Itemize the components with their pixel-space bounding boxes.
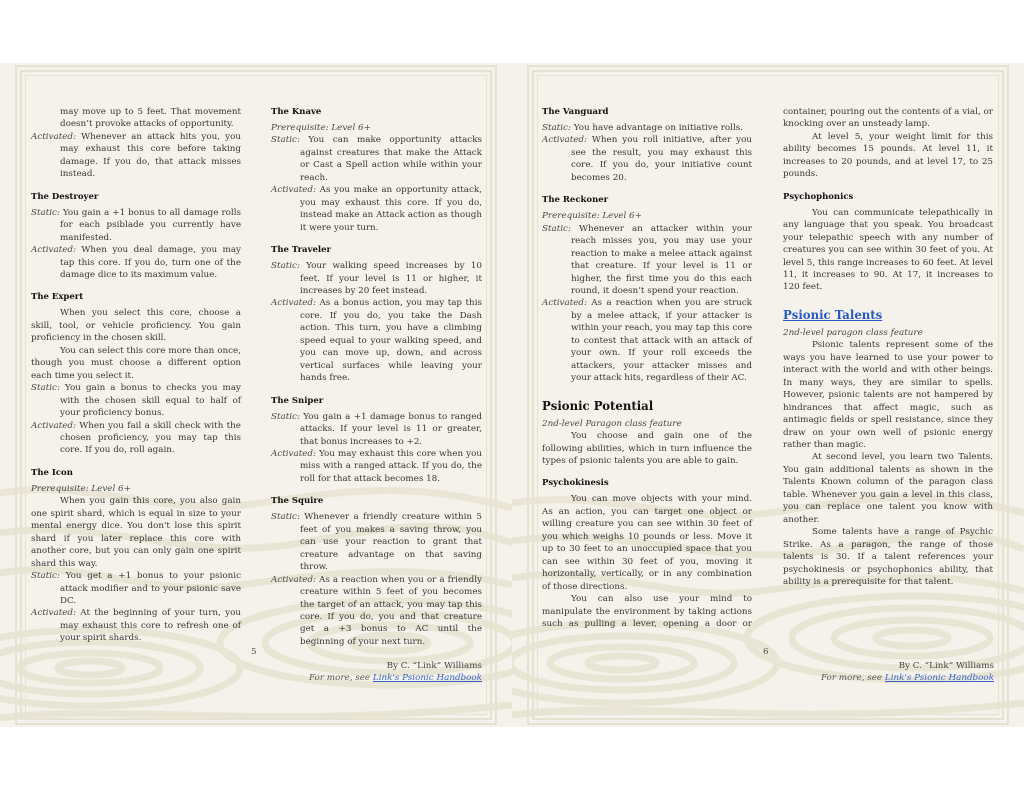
static-label: Static:: [31, 571, 60, 582]
static-label: Static:: [271, 512, 300, 523]
body-paragraph: When you gain this core, you also gain one spirit shard, which is equal in size to your mental energy dice. You don't lose this spirit shard if you later replace this core with another core, but you can only gain one spirit shard this way.: [31, 496, 241, 569]
activated-text: As you make an opportunity attack, you may exhaust this core. If you do, instead make an Attack action as though it were your turn.: [300, 185, 482, 233]
page-footer: [309, 660, 482, 684]
page-6-column-1: [542, 106, 752, 630]
activated-text: As a bonus action, you may tap this core. If you do, you take the Dash action. This turn, you have a climbing speed equal to your walking speed, and you can move up, down, and across vertical surfaces while leaving your hands free.: [300, 298, 482, 384]
section-the-expert: [31, 291, 241, 456]
section-the-vanguard: [542, 106, 752, 184]
static-label: Static:: [542, 223, 571, 234]
static-text: You gain a bonus to checks you may with the chosen skill equal to half of your proficiency bonus.: [60, 383, 241, 419]
heading-psychophonics: Psychophonics: [783, 191, 854, 202]
activated-text: You may exhaust this core when you miss with a ranged attack. If you do, the roll for that attack becomes 18.: [300, 448, 482, 484]
activated-entry: [542, 297, 752, 384]
page-footer: [821, 660, 994, 684]
activated-label: Activated:: [31, 245, 76, 256]
page-6-column-2: [783, 106, 993, 588]
activated-text: As a reaction when you are struck by a melee attack, if your attacker is within your reach, you may tap this core to contest that attack with an attack of your own. If your roll exceeds the attackers, your attacker misses and your attack hits, regardless of their AC.: [571, 298, 752, 384]
carryover-text: may move up to 5 feet. That movement doesn’t provoke attacks of opportunity.: [60, 107, 241, 130]
activated-entry: [271, 448, 482, 485]
section-the-traveler: [271, 244, 482, 385]
activated-entry: [271, 184, 482, 234]
page-number: 6: [763, 647, 769, 657]
static-text: You can make opportunity attacks against creatures that make the Attack or Cast a Spell action while within your reach.: [300, 135, 482, 183]
activated-entry: [31, 131, 241, 181]
body-paragraph: You can communicate telepathically in any language that you speak. You broadcast your telepathic speech with any number of creatures you can see within 30 feet of you. At level 5, this range increases to 60 feet. At level 11, it increases to 90. At 17, it increases to 120 feet.: [783, 207, 993, 293]
body-paragraph: When you select this core, choose a skill, tool, or vehicle proficiency. You gain proficiency in the chosen skill.: [31, 308, 241, 344]
heading-psionic-potential: Psionic Potential: [542, 398, 654, 413]
feature-subtitle: 2nd-level paragon class feature: [783, 327, 923, 338]
activated-label: Activated:: [31, 608, 76, 619]
section-the-squire: [271, 495, 482, 648]
static-entry: [542, 122, 752, 134]
heading-the-reckoner: The Reckoner: [542, 195, 609, 206]
static-label: Static:: [271, 261, 300, 272]
activated-label: Activated:: [271, 298, 316, 309]
section-the-destroyer: [31, 191, 241, 282]
section-psionic-potential: [542, 398, 752, 468]
activated-label: Activated:: [271, 574, 316, 585]
prerequisite: Prerequisite: Level 6+: [31, 483, 131, 494]
section-psychophonics: [783, 191, 993, 294]
static-text: Whenever a friendly creature within 5 feet of you makes a saving throw, you can use your reaction to grant that creature advantage on that saving throw.: [300, 512, 482, 573]
static-text: You have advantage on initiative rolls.: [573, 123, 744, 133]
activated-text: When you roll initiative, after you see the result, you may exhaust this core. If you do, your initiative count becomes 20.: [571, 135, 752, 183]
heading-the-destroyer: The Destroyer: [31, 191, 99, 202]
static-entry: [31, 570, 241, 607]
page-6: [512, 63, 1024, 727]
more-info-line: [309, 672, 482, 684]
activated-entry: [31, 607, 241, 644]
section-psychokinesis: [542, 477, 752, 630]
activated-label: Activated:: [271, 448, 316, 459]
activated-label: Activated:: [542, 298, 587, 309]
activated-text: When you fail a skill check with the chosen proficiency, you may tap this core. If you do, roll again.: [60, 420, 241, 456]
activated-entry: [31, 420, 241, 457]
page-5: [0, 63, 512, 727]
page-5-column-1: [31, 106, 241, 645]
page-number: 5: [251, 647, 257, 657]
static-entry: [271, 511, 482, 573]
more-info-line: [821, 672, 994, 684]
static-entry: [542, 223, 752, 298]
handbook-link[interactable]: Link's Psionic Handbook: [372, 673, 482, 683]
heading-the-vanguard: The Vanguard: [542, 107, 609, 117]
carryover-text: container, pouring out the contents of a vial, or knocking over an unsteady lamp.: [783, 107, 993, 130]
body-paragraph: You can select this core more than once, though you must choose a different option each time you select it.: [31, 345, 241, 381]
static-text: Your walking speed increases by 10 feet. If your level is 11 or higher, it increases by 20 feet instead.: [300, 261, 482, 296]
static-text: You gain a +1 damage bonus to ranged attacks. If your level is 11 or greater, that bonus increases to +2.: [300, 411, 482, 447]
heading-the-squire: The Squire: [271, 496, 324, 507]
section-carryover: [31, 106, 241, 181]
static-label: Static:: [271, 135, 300, 146]
heading-the-expert: The Expert: [31, 292, 84, 303]
activated-text: At the beginning of your turn, you may exhaust this core to refresh one of your spirit shards.: [60, 608, 241, 644]
static-text: Whenever an attacker within your reach misses you, you may use your reaction to make a melee attack against that creature. If your level is 11 or higher, the first time you do this each round, it doesn’t spend your reaction.: [571, 223, 752, 296]
static-entry: [31, 207, 241, 244]
body-paragraph: Some talents have a range of Psychic Strike. As a paragon, the range of those talents is 30. If a talent references your psychokinesis or psychophonics ability, that ability is a prerequisite for that talent.: [783, 527, 993, 587]
activated-text: When you deal damage, you may tap this core. If you do, turn one of the damage dice to its maximum value.: [60, 245, 241, 280]
prerequisite: Prerequisite: Level 6+: [271, 123, 371, 133]
activated-text: As a reaction when you or a friendly creature within 5 feet of you becomes the target of an attack, you may tap this core. If you do, you and that creature get a +3 bonus to AC until the beginning of your next turn.: [300, 574, 482, 647]
activated-label: Activated:: [31, 420, 76, 431]
heading-the-knave: The Knave: [271, 107, 322, 117]
heading-psionic-talents-link[interactable]: Psionic Talents: [783, 307, 883, 322]
section-the-icon: [31, 467, 241, 645]
static-text: You gain a +1 bonus to all damage rolls for each psiblade you currently have manifested.: [60, 207, 241, 243]
body-paragraph: You can move objects with your mind. As an action, you can target one object or willing creature you can see within 30 feet of you which weighs 10 pounds or less. Move it up to 30 feet to an unoccupied space that you can see within 30 feet of you, moving it horizontally, vertically, or in any combination of those directions.: [542, 494, 752, 592]
section-psychokinesis-continued: [783, 106, 993, 181]
body-paragraph: At level 5, your weight limit for this ability becomes 15 pounds. At level 11, it increases to 20 pounds, and at level 17, to 25 pounds.: [783, 131, 993, 180]
body-paragraph: At second level, you learn two Talents. You gain additional talents as shown in the Talents Known column of the paragon class table. Whenever you gain a level in this class, you can replace one talent you know with another.: [783, 452, 993, 525]
heading-the-traveler: The Traveler: [271, 245, 332, 256]
prerequisite: Prerequisite: Level 6+: [542, 211, 642, 222]
activated-label: Activated:: [542, 135, 587, 146]
section-psionic-talents: [783, 307, 993, 589]
activated-text: Whenever an attack hits you, you may exhaust this core before taking damage. If you do, that attack misses instead.: [60, 131, 241, 180]
body-paragraph: You can also use your mind to manipulate the environment by taking actions such as pulling a lever, opening a door or: [542, 594, 752, 629]
section-the-knave: [271, 106, 482, 234]
static-entry: [271, 411, 482, 448]
heading-the-sniper: The Sniper: [271, 395, 324, 406]
section-the-reckoner: [542, 194, 752, 384]
body-paragraph: Psionic talents represent some of the ways you have learned to use your power to interact with the world and with other beings. In many ways, they are similar to spells. However, psionic talents are not hampered by hindrances that affect magic, such as antimagic fields or spell resistance, since they draw on your own well of psionic energy rather than magic.: [783, 340, 993, 450]
static-label: Static:: [542, 123, 571, 133]
activated-label: Activated:: [31, 131, 76, 142]
static-label: Static:: [31, 383, 60, 394]
byline: By C. “Link” Williams: [386, 661, 482, 671]
static-entry: [271, 134, 482, 184]
static-label: Static:: [31, 207, 60, 218]
static-label: Static:: [271, 411, 300, 422]
page-5-column-2: [271, 106, 482, 648]
static-text: You get a +1 bonus to your psionic attack modifier and to your psionic save DC.: [60, 571, 241, 606]
handbook-link[interactable]: Link's Psionic Handbook: [884, 673, 994, 683]
activated-entry: [542, 134, 752, 184]
section-the-sniper: [271, 395, 482, 486]
byline: By C. “Link” Williams: [898, 661, 994, 671]
body-paragraph: You choose and gain one of the following abilities, which in turn influence the types of psionic talents you are able to gain.: [542, 431, 752, 466]
activated-entry: [271, 297, 482, 384]
feature-subtitle: 2nd-level Paragon class feature: [542, 418, 682, 429]
heading-the-icon: The Icon: [31, 467, 73, 478]
static-entry: [271, 260, 482, 297]
activated-entry: [31, 244, 241, 281]
heading-psychokinesis: Psychokinesis: [542, 478, 609, 489]
static-entry: [31, 382, 241, 419]
activated-label: Activated:: [271, 185, 316, 196]
more-prefix: For more, see: [308, 673, 371, 683]
more-prefix: For more, see: [820, 673, 883, 683]
activated-entry: [271, 574, 482, 649]
